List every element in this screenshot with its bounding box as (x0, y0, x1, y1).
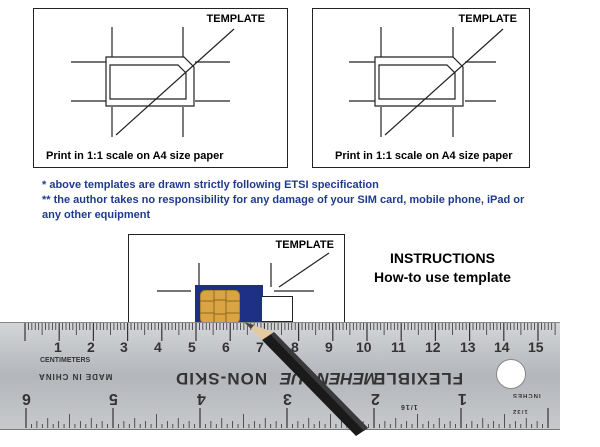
ruler-inch-number: 4 (197, 390, 206, 407)
ruler-cm-number: 13 (460, 339, 476, 355)
ruler-hang-hole (496, 359, 526, 389)
sim-template-drawing (313, 9, 531, 169)
ruler-made-in: MADE IN CHINA (38, 372, 113, 381)
template-caption: Print in 1:1 scale on A4 size paper (46, 150, 224, 162)
ruler-cm-number: 7 (256, 339, 264, 355)
ruler-cm-number: 15 (528, 339, 544, 355)
note-disclaimer-cont: any other equipment (42, 209, 151, 221)
sim-chip (200, 290, 240, 324)
ruler-cm-label: CENTIMETERS (40, 357, 91, 364)
ruler-cm-number: 8 (291, 339, 299, 355)
ruler-cm-number: 1 (54, 339, 62, 355)
ruler-cm-number: 14 (494, 339, 510, 355)
ruler-cm-number: 9 (325, 339, 333, 355)
ruler-inch-number: 5 (109, 390, 118, 407)
ruler-brand-mid: MEHENGUE (280, 369, 379, 388)
demo-template-title: TEMPLATE (275, 239, 334, 251)
ruler-cm-number: 3 (120, 339, 128, 355)
ruler-cm-number: 4 (154, 339, 162, 355)
ruler-cm-number: 11 (391, 339, 406, 355)
sim-template-drawing (34, 9, 289, 169)
template-title: TEMPLATE (458, 13, 517, 25)
ruler-inch-label: INCHES (512, 392, 541, 398)
note-disclaimer: ** the author takes no responsibility for any damage of your SIM card, mobile phone, iPad or (42, 194, 525, 206)
ruler-inch-number: 6 (22, 390, 31, 407)
template-title: TEMPLATE (206, 13, 265, 25)
ruler-fraction-16: 1/16 (400, 403, 418, 410)
ruler-fraction-32: 1/32 (512, 408, 528, 414)
ruler-cm-number: 6 (222, 339, 230, 355)
template-card-1 (33, 8, 288, 168)
ruler-inch-number: 1 (458, 390, 467, 407)
ruler-inch-number: 3 (283, 390, 292, 407)
pencil-icon (240, 318, 370, 447)
ruler-inch-number: 2 (371, 390, 380, 407)
template-card-2 (312, 8, 530, 168)
ruler-cm-number: 10 (356, 339, 372, 355)
ruler-brand-left: NON-SKID (175, 369, 268, 388)
ruler-cm-number: 12 (425, 339, 441, 355)
ruler-cm-number: 5 (188, 339, 196, 355)
note-etsi: * above templates are drawn strictly following ETSI specification (42, 179, 379, 191)
ruler-brand-right: FLEXIBLE (373, 369, 464, 388)
instructions-subheading: How-to use template (374, 269, 511, 285)
instructions-heading: INSTRUCTIONS (390, 250, 495, 266)
ruler-cm-number: 2 (87, 339, 95, 355)
template-caption: Print in 1:1 scale on A4 size paper (335, 150, 513, 162)
